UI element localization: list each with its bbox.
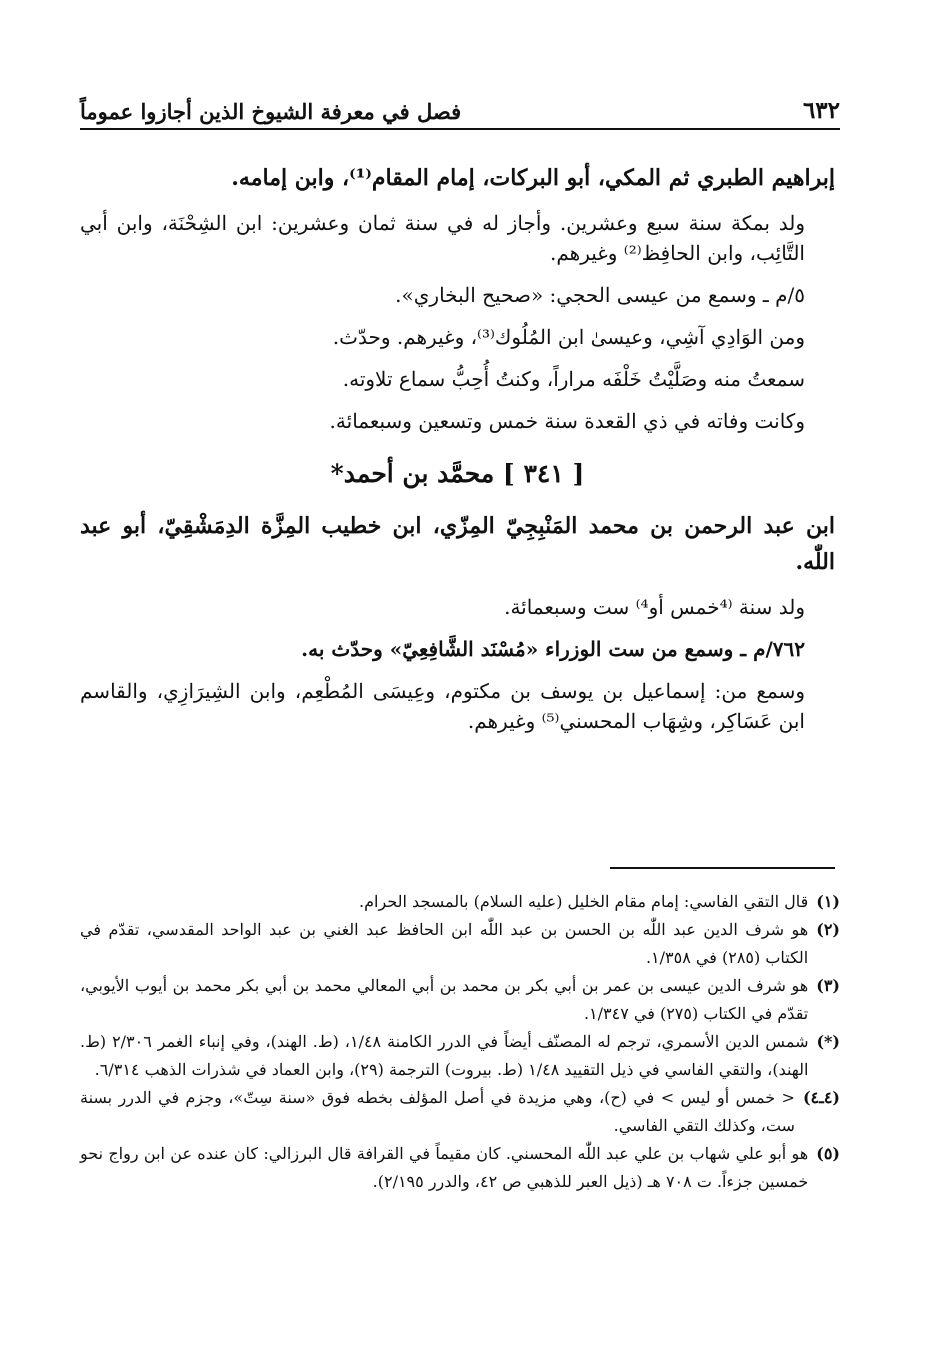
entry-341-hearing: ٧٦٢/م ـ وسمع من ست الوزراء «مُسْنَد الشَّافِعِيّ» وحدّث به.: [301, 637, 805, 661]
entry-340-death: وكانت وفاته في ذي القعدة سنة خمس وتسعين وسبعمائة.: [329, 409, 805, 433]
main-text: [80, 160, 835, 736]
page-number: ٦٣٢: [802, 97, 840, 124]
entry-340-teachers: ومن الوَادِي آشِي، وعيسىٰ ابن المُلُوك⁽³⁾، وغيرهم. وحدّث.: [332, 325, 805, 349]
footnote-text: < خمس أو ليس > في (ح)، وهي مزيدة في أصل المؤلف بخطه فوق «سنة سِتّ»، وجزم في الدرر بسنة ست، وكذلك التقي الفاسي.: [80, 1088, 795, 1135]
footnote: [80, 972, 840, 1028]
footnote-number: (١): [816, 892, 840, 911]
header-rule: [80, 128, 840, 130]
entry-341-lead: ابن عبد الرحمن بن محمد المَنْبِجِيّ المِزّي، ابن خطيب المِزَّة الدِمَشْقِيّ، أبو عبد اللّٰه.: [80, 513, 835, 575]
footnote: [80, 888, 840, 916]
footnote-text: هو شرف الدين عبد اللّٰه بن الحسن بن عبد اللّٰه ابن الحافظ عبد الغني بن عبد الواحد المقدسي، تقدّم في الكتاب (٢٨٥) في ١/٣٥٨.: [80, 920, 809, 967]
entry-340-birth: ولد بمكة سنة سبع وعشرين. وأجاز له في سنة ثمان وعشرين: ابن الشِحْنَة، وابن أبي التَّائِب، وابن الحافِظ⁽²⁾ وغيرهم.: [80, 211, 805, 265]
footnote-number: (٥): [816, 1144, 840, 1163]
footnote-text: هو أبو علي شهاب بن علي عبد اللّٰه المحسني. كان مقيماً في القرافة قال البرزالي: كان عنده عن ابن رواج نحو خمسين جزءاً. ت ٧٠٨ هـ (ذيل العبر للذهبي ص ٤٢، والدرر ٢/١٩٥).: [80, 1144, 809, 1191]
page-header: [80, 84, 840, 124]
entry-340-lead: إبراهيم الطبري ثم المكي، أبو البركات، إمام المقام⁽¹⁾، وابن إمامه.: [231, 165, 835, 191]
footnote: [80, 1028, 840, 1084]
entry-341-teachers: وسمع من: إسماعيل بن يوسف بن مكتوم، وعِيسَى المُطْعِم، وابن الشِيرَازِي، والقاسم ابن عَسَاكِر، وشِهَاب المحسني⁽⁵⁾ وغيرهم.: [80, 679, 805, 733]
footnote-text: شمس الدين الأسمري، ترجم له المصنّف أيضاً في الدرر الكامنة ١/٤٨، (ط. الهند)، وفي إنباء الغمر ٢/٣٠٦ (ط. الهند)، والتقي الفاسي في ذيل التقييد ١/٤٨ (ط. بيروت) الترجمة (٢٩)، وابن العماد في شذرات الذهب ٦/٣١٤.: [80, 1032, 809, 1079]
footnote-number: (٤ـ٤): [802, 1088, 840, 1107]
footnote-number: (*): [816, 1032, 840, 1051]
entry-341-heading: [ ٣٤١ ] محمَّد بن أحمد*: [330, 459, 585, 488]
footnotes: [80, 888, 840, 1196]
entry-340-note: سمعتُ منه وصَلَّيْتُ خَلْفَه مراراً، وكنتُ أُحِبُّ سماع تلاوته.: [342, 367, 805, 391]
footnote: [80, 916, 840, 972]
entry-341-birth: ولد سنة ⁽⁴خمس أو⁴⁾ ست وسبعمائة.: [504, 595, 805, 619]
entry-340-hearing: ٥/م ـ وسمع من عيسى الحجي: «صحيح البخاري».: [395, 283, 805, 307]
running-title: فصل في معرفة الشيوخ الذين أجازوا عموماً: [80, 99, 462, 124]
footnote-text: قال التقي الفاسي: إمام مقام الخليل (عليه السلام) بالمسجد الحرام.: [359, 892, 809, 911]
footnote-rule: [610, 867, 835, 869]
footnote-number: (٣): [816, 976, 840, 995]
footnote-number: (٢): [816, 920, 840, 939]
footnote: [80, 1084, 840, 1140]
footnote: [80, 1140, 840, 1196]
footnote-text: هو شرف الدين عيسى بن عمر بن أبي بكر بن محمد بن أبي المعالي محمد بن أبي بكر محمد بن أيوب الأيوبي، تقدّم في الكتاب (٢٧٥) في ١/٣٤٧.: [80, 976, 809, 1023]
